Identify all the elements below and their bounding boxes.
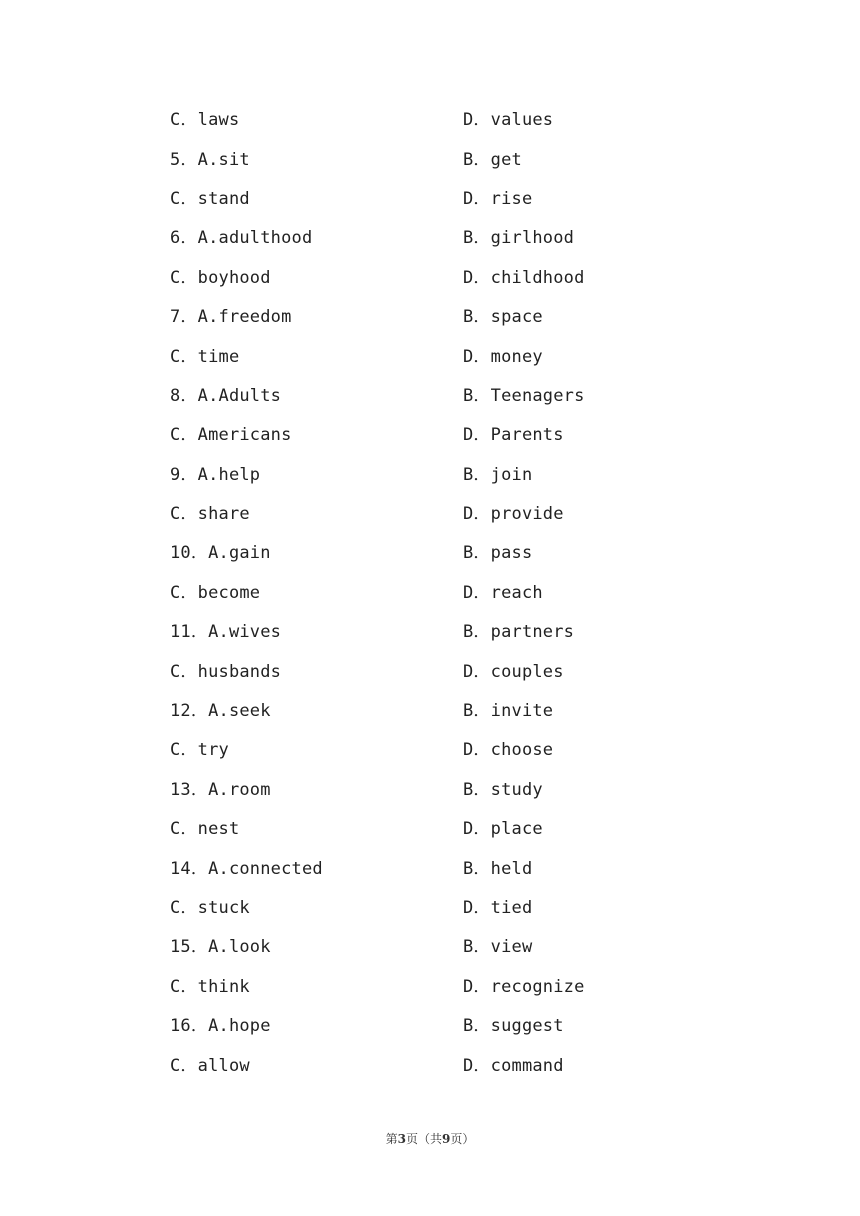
option-left: 12．A.seek <box>170 701 271 722</box>
option-right: B．view <box>463 937 533 958</box>
option-right: B．join <box>463 464 533 485</box>
option-left: C．boyhood <box>170 267 271 288</box>
option-right: D．couples <box>463 661 564 682</box>
option-right: D．provide <box>463 504 564 525</box>
option-row <box>170 1043 730 1082</box>
option-right: D．money <box>463 346 543 367</box>
option-left: C．become <box>170 582 261 603</box>
footer-current-page: 3 <box>397 1132 406 1146</box>
option-right: D．tied <box>463 898 533 918</box>
option-right: D．reach <box>463 582 543 603</box>
option-right: B．study <box>463 779 543 800</box>
option-left: 14．A.connected <box>170 858 323 879</box>
footer-suffix: 页） <box>450 1132 475 1146</box>
option-left: C．husbands <box>170 661 282 682</box>
option-left: 9．A.help <box>170 464 261 485</box>
option-left: 5．A.sit <box>170 149 250 170</box>
option-row <box>170 413 730 452</box>
option-right: D．choose <box>463 740 554 761</box>
option-left: 8．A.Adults <box>170 385 282 406</box>
option-left: 11．A.wives <box>170 622 282 643</box>
option-right: B．partners <box>463 622 575 643</box>
option-row <box>170 728 730 767</box>
option-left: C．laws <box>170 110 240 131</box>
option-right: D．place <box>463 819 543 840</box>
option-row <box>170 925 730 964</box>
option-row <box>170 846 730 885</box>
option-row <box>170 98 730 137</box>
option-left: C．Americans <box>170 425 292 446</box>
option-row <box>170 531 730 570</box>
footer-prefix: 第 <box>385 1132 398 1146</box>
option-row <box>170 807 730 846</box>
option-row <box>170 649 730 688</box>
answer-options-list <box>170 98 730 1083</box>
option-row <box>170 334 730 373</box>
option-row <box>170 886 730 925</box>
option-right: B．invite <box>463 701 554 722</box>
option-left: C．time <box>170 346 240 367</box>
option-row <box>170 571 730 610</box>
option-right: B．held <box>463 858 533 879</box>
option-row <box>170 374 730 413</box>
option-row <box>170 768 730 807</box>
option-right: B．pass <box>463 543 533 564</box>
option-row <box>170 216 730 255</box>
option-row <box>170 453 730 492</box>
option-row <box>170 137 730 176</box>
option-left: 13．A.room <box>170 779 271 800</box>
option-right: D．command <box>463 1055 564 1076</box>
option-right: D．values <box>463 110 554 131</box>
option-right: B．girlhood <box>463 228 575 249</box>
option-left: C．stuck <box>170 898 250 918</box>
option-row <box>170 177 730 216</box>
option-right: D．childhood <box>463 267 585 288</box>
option-left: C．think <box>170 976 250 997</box>
option-left: 10．A.gain <box>170 543 271 564</box>
option-left: 7．A.freedom <box>170 307 292 328</box>
option-left: C．nest <box>170 819 240 840</box>
option-row <box>170 610 730 649</box>
option-left: 16．A.hope <box>170 1016 271 1037</box>
option-row <box>170 256 730 295</box>
footer-middle: 页（共 <box>405 1132 442 1146</box>
option-row <box>170 965 730 1004</box>
option-row <box>170 689 730 728</box>
option-left: 15．A.look <box>170 937 271 958</box>
option-right: D．recognize <box>463 976 585 997</box>
option-right: D．Parents <box>463 425 564 446</box>
footer-total-pages: 9 <box>442 1132 451 1146</box>
option-right: B．suggest <box>463 1016 564 1037</box>
option-left: C．allow <box>170 1055 250 1076</box>
option-left: 6．A.adulthood <box>170 228 313 249</box>
option-row <box>170 492 730 531</box>
option-row <box>170 1004 730 1043</box>
option-right: B．Teenagers <box>463 385 585 406</box>
option-left: C．share <box>170 504 250 525</box>
page-footer <box>0 1130 860 1147</box>
option-right: D．rise <box>463 188 533 209</box>
option-left: C．stand <box>170 188 250 209</box>
option-right: B．space <box>463 307 543 328</box>
option-right: B．get <box>463 149 522 170</box>
option-left: C．try <box>170 740 229 761</box>
option-row <box>170 295 730 334</box>
